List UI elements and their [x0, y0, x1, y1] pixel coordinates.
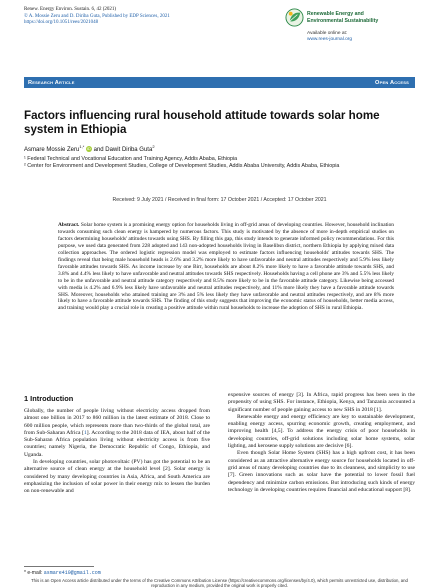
paragraph-text: Globally, the number of people living without electricity access dropped from almost one billion in 2017 to 860 million in the latest estimate of 2018. Close to 600 million people, which represents more than two-thirds of the global total, are from Sub-Saharan Africa [ — [24, 408, 210, 436]
journal-leaf-icon — [285, 8, 304, 27]
doi-link[interactable]: https://doi.org/10.1051/rees/2021048 — [24, 20, 99, 26]
abstract-text: Solar home system is a promising energy option for households living in off-grid areas of developing countries. However, household inclination towards consuming such clean energy is hampered by numerous factors. This study is motivated by the absence of more in-depth empirical studies on factors determining households' attitudes towards using SHS. By filling this gap, this study intends to generate informed policy recommendations. For this purpose, we used data generated from 228 adopted and 143 non-adopted households living in Baselibsn district, northern Ethiopia by applying mixed data collection approaches. The ordered logistic regression model was employed to estimate factors influencing households' attitudes towards SHS. The findings reveal that being male household heads is 2.6% and 3.2% more likely to have unfavorable and neutral attitudes respectively and 5.9% less likely favorable attitudes towards SHS. As income increase by one Birr, households are about 8.2% more likely to have a favorable attitude towards SHS, and 3.8% and 4.4% less likely to have unfavorable and neutral attitudes towards SHS respectively. Households having a cell phone are 3% and 5.5% less likely to be in the unfavorable and neutral attitude category respectively and 8.5% more likely to be in the favorable attitude category. Likewise being accessed with media is 4.2% and 6.9% less likely have unfavorable and neutral attitudes respectively, and 11% more likely they have a favorable attitude towards SHS. Moreover, households who attained training are 3% and 5% less likely they have unfavorable and neutral attitudes respectively, and are 8% more likely to have a favorable attitude towards SHS. The finding of this study suggests that improving the economic status of households, better media access, and training would play a crucial role in creating a positive attitude within rural households to increase the adoption of SHS in rural Ethiopia. — [58, 222, 394, 312]
article-title: Factors influencing rural household attitude towards solar home system in Ethiopia — [24, 109, 380, 136]
article-type-bar — [24, 77, 415, 88]
author-list — [24, 144, 155, 153]
open-access-label: Open Access — [375, 79, 409, 86]
reference-link[interactable]: 1 — [83, 429, 87, 436]
paragraph: Renewable energy and energy efficiency are key to sustainable development, enabling energy access, spurring economic growth, creating employment, and improving health [4,5]. To address the energy crisis of poor households in developing countries, off-grid solutions including solar home systems, solar lighting, and kerosene supply solutions are decisive [6]. — [228, 413, 415, 450]
abstract-label: Abstract. — [58, 222, 80, 228]
affiliations — [24, 156, 419, 170]
copyright-line[interactable]: © A. Mossie Zeru and D. Diriba Guta, Published by EDP Sciences, 2021 — [24, 13, 170, 19]
body-column-right — [228, 392, 415, 494]
author-2-affil: 2 — [152, 144, 155, 149]
corresponding-footnote — [24, 570, 101, 576]
citation-line: Renew. Energy Environ. Sustain. 6, 42 (2021) — [24, 7, 117, 12]
email-link[interactable]: asmare410@gmail.com — [43, 570, 101, 576]
author-1: Asmare Mossie Zeru — [24, 147, 80, 153]
journal-name-line2: Environmental Sustainability — [307, 17, 379, 24]
orcid-icon[interactable]: iD — [87, 146, 91, 152]
journal-url-link[interactable]: www.rees-journal.org — [307, 37, 353, 42]
author-1-affil: 1,* — [79, 144, 85, 149]
body-column-left — [24, 408, 210, 496]
paragraph: Even though Solar Home System (SHS) has a high upfront cost, it has been considered as an attractive alternative energy source for households located in off-grid areas of many developing countries due to its cleanness, and simplicity to use [7]. Green innovations such as solar have the potential to lower fossil fuel dependency and minimize carbon emissions. But introducing such kinds of energy technology in developing countries requires financial and educational support [8]. — [228, 450, 415, 493]
paragraph: expensive sources of energy [3]. In Africa, rapid progress has been seen in the propensity of using SHS. For instance, Ethiopia, Kenya, and Tanzania accounted a significant number of people gaining access to new SHS in 2018 [1]. — [228, 392, 415, 413]
author-2: and Dawit Diriba Guta — [91, 147, 153, 153]
abstract — [58, 222, 394, 312]
submission-dates: Received: 9 July 2021 / Received in final form: 17 October 2021 / Accepted: 17 October 2021 — [112, 197, 327, 203]
availability — [307, 31, 435, 43]
affiliation-1: ¹ Federal Technical and Vocational Education and Training Agency, Addis Ababa, Ethiopia — [24, 156, 238, 162]
section-heading-introduction: 1 Introduction — [24, 394, 74, 403]
article-type-label: Research Article — [28, 79, 75, 86]
footnote-divider — [24, 566, 94, 567]
license-notice: This is an Open Access article distributed under the terms of the Creative Commons Attribution License (https://creativecommons.org/licenses/by/4.0), which permits unrestricted use, distribution, and reproduction in any medium, provided the original work is properly cited. — [31, 578, 408, 588]
affiliation-2: ² Center for Environment and Development Studies, College of Development Studies, Addis Ababa University, Addis Ababa, Ethiopia — [24, 163, 340, 169]
citation-header — [24, 7, 170, 27]
footnote-label: * e-mail: — [24, 570, 44, 576]
paragraph: In developing countries, solar photovoltaic (PV) has got the potential to be an alternative source of clean energy at the household level [2]. Solar energy is considered by many developing countries in Asia, Africa, and South America are emphasizing the inclusion of solar power in their energy mix to lessen the burden on non-renewable and — [24, 459, 210, 495]
journal-logo[interactable] — [285, 8, 435, 27]
available-label: Available online at: — [307, 31, 348, 36]
journal-logo-block — [285, 8, 435, 43]
paragraph — [24, 408, 210, 459]
journal-name-line1: Renewable Energy and — [307, 11, 364, 18]
paragraph-text: ]. According to the 2018 data of IEA, about half of the Sub-Saharan Africa population living without electricity access is from five countries; namely Nigeria, the Democratic Republic of Congo, Ethiopia, and Uganda. — [24, 429, 210, 458]
